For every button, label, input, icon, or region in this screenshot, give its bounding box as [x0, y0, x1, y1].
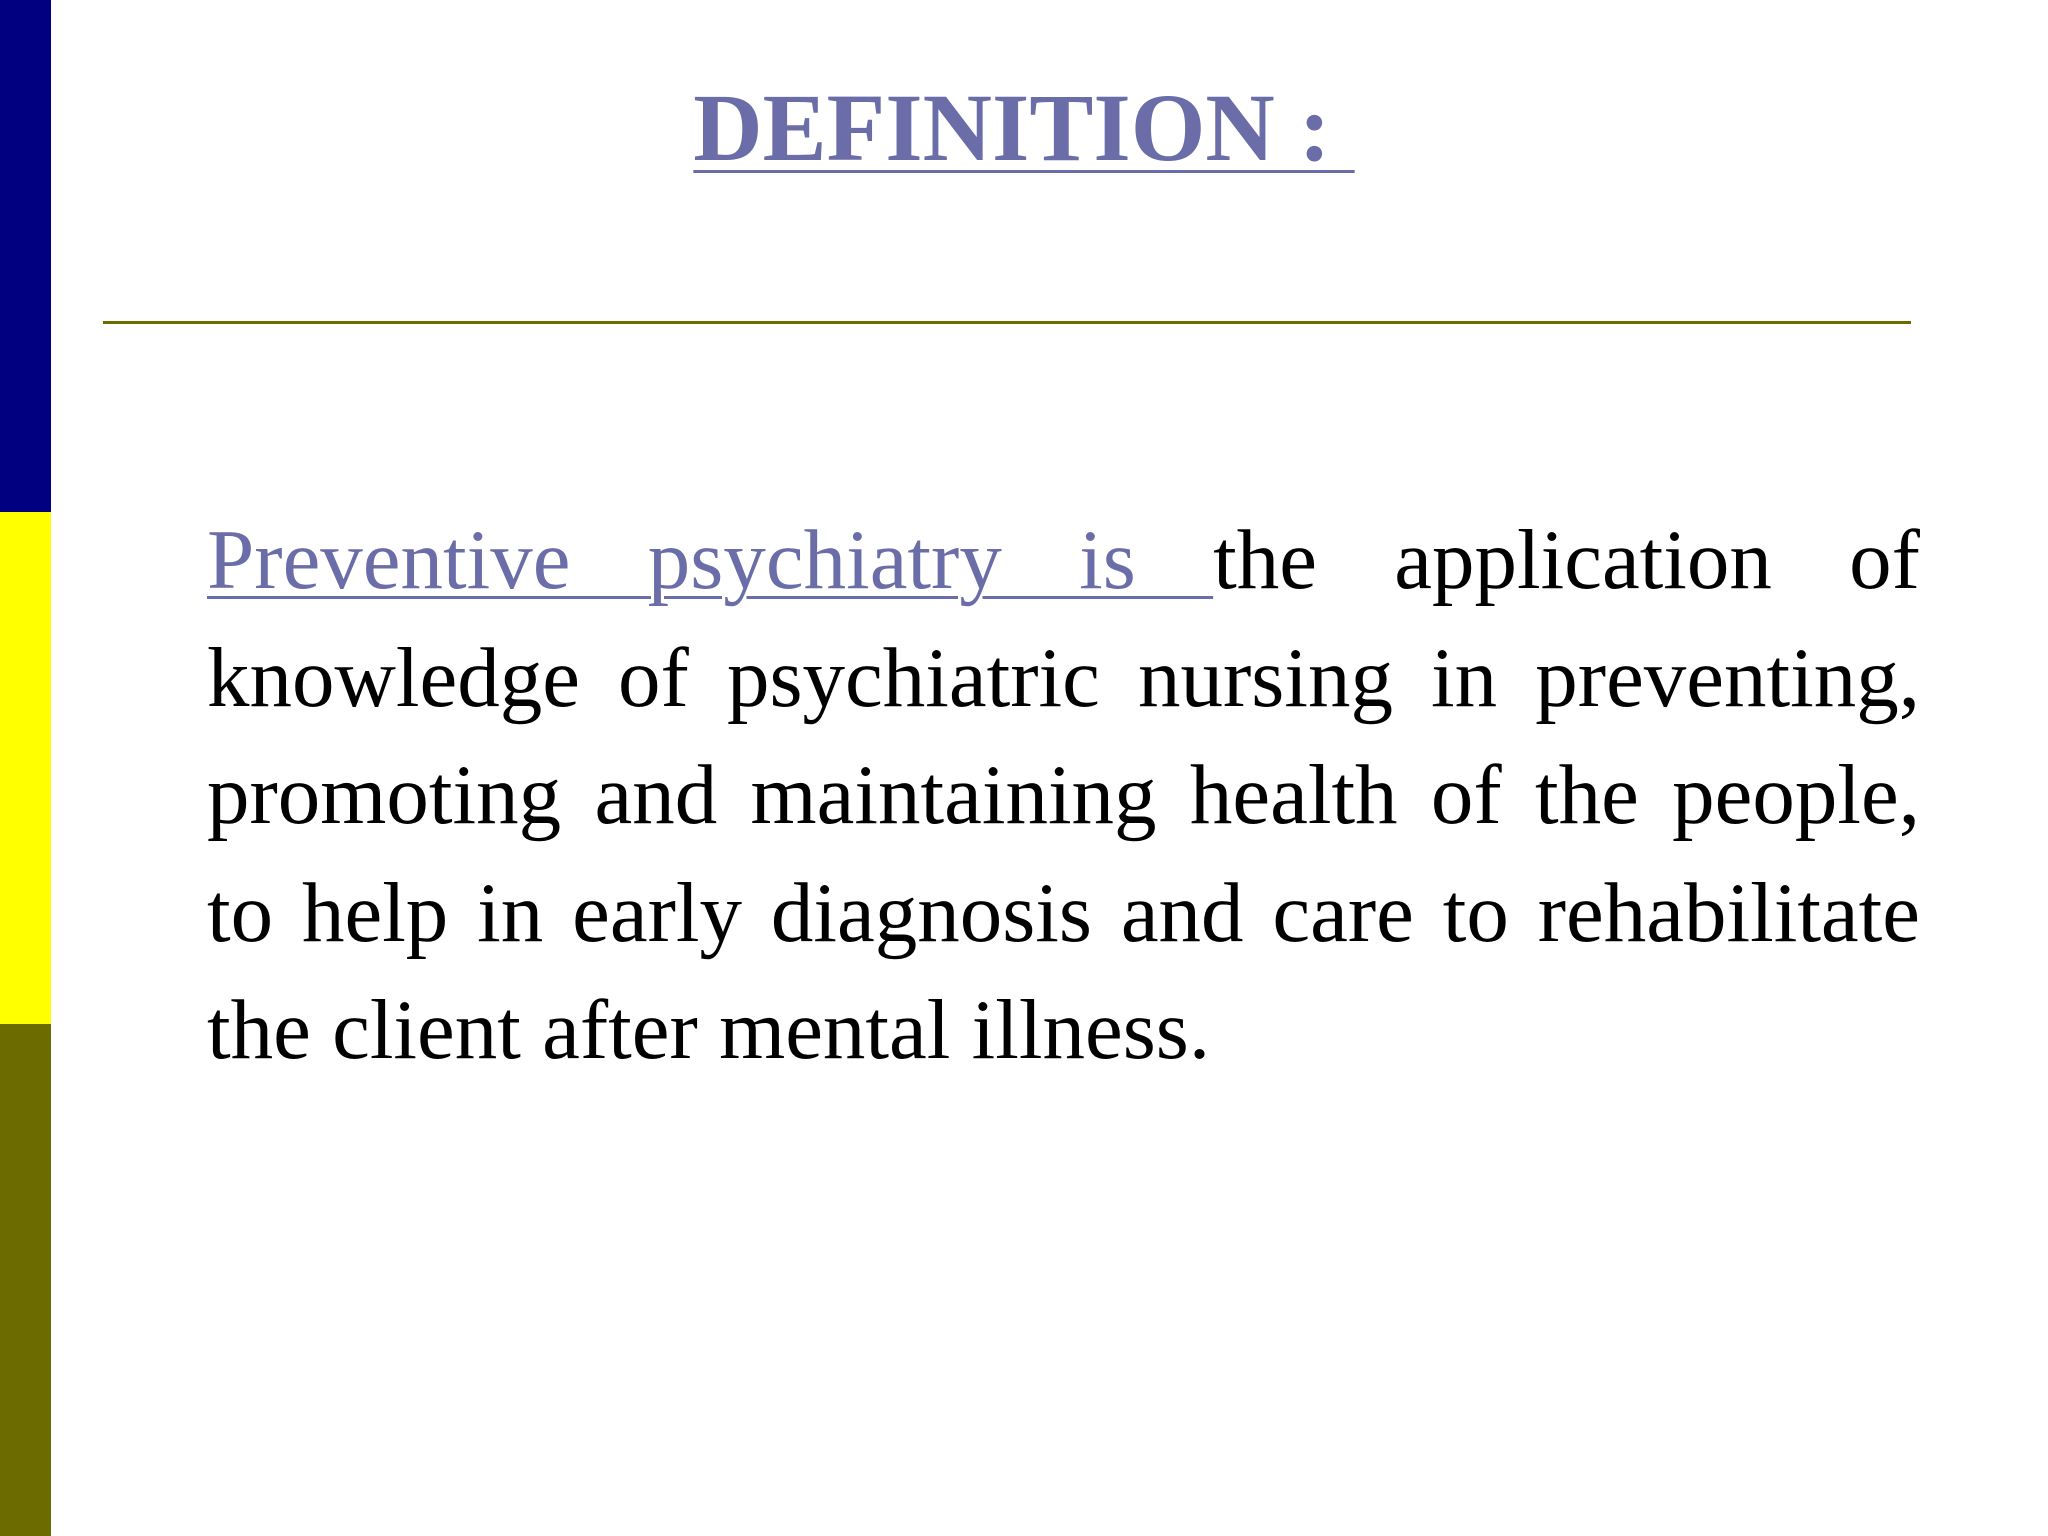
title-divider	[103, 321, 1911, 324]
definition-term: Preventive psychiatry is	[207, 513, 1214, 607]
definition-paragraph	[207, 502, 1920, 1090]
definition-text: the application of knowledge of psychiatric nursing in preventing, promoting and maintaining health of the people, to help in early diagnosis and care to rehabilitate the client after mental illness.	[207, 513, 1920, 1077]
stripe-yellow-segment	[0, 512, 51, 1024]
slide-title: DEFINITION :	[693, 74, 1355, 181]
stripe-olive-segment	[0, 1024, 51, 1536]
side-color-stripe	[0, 0, 51, 1536]
